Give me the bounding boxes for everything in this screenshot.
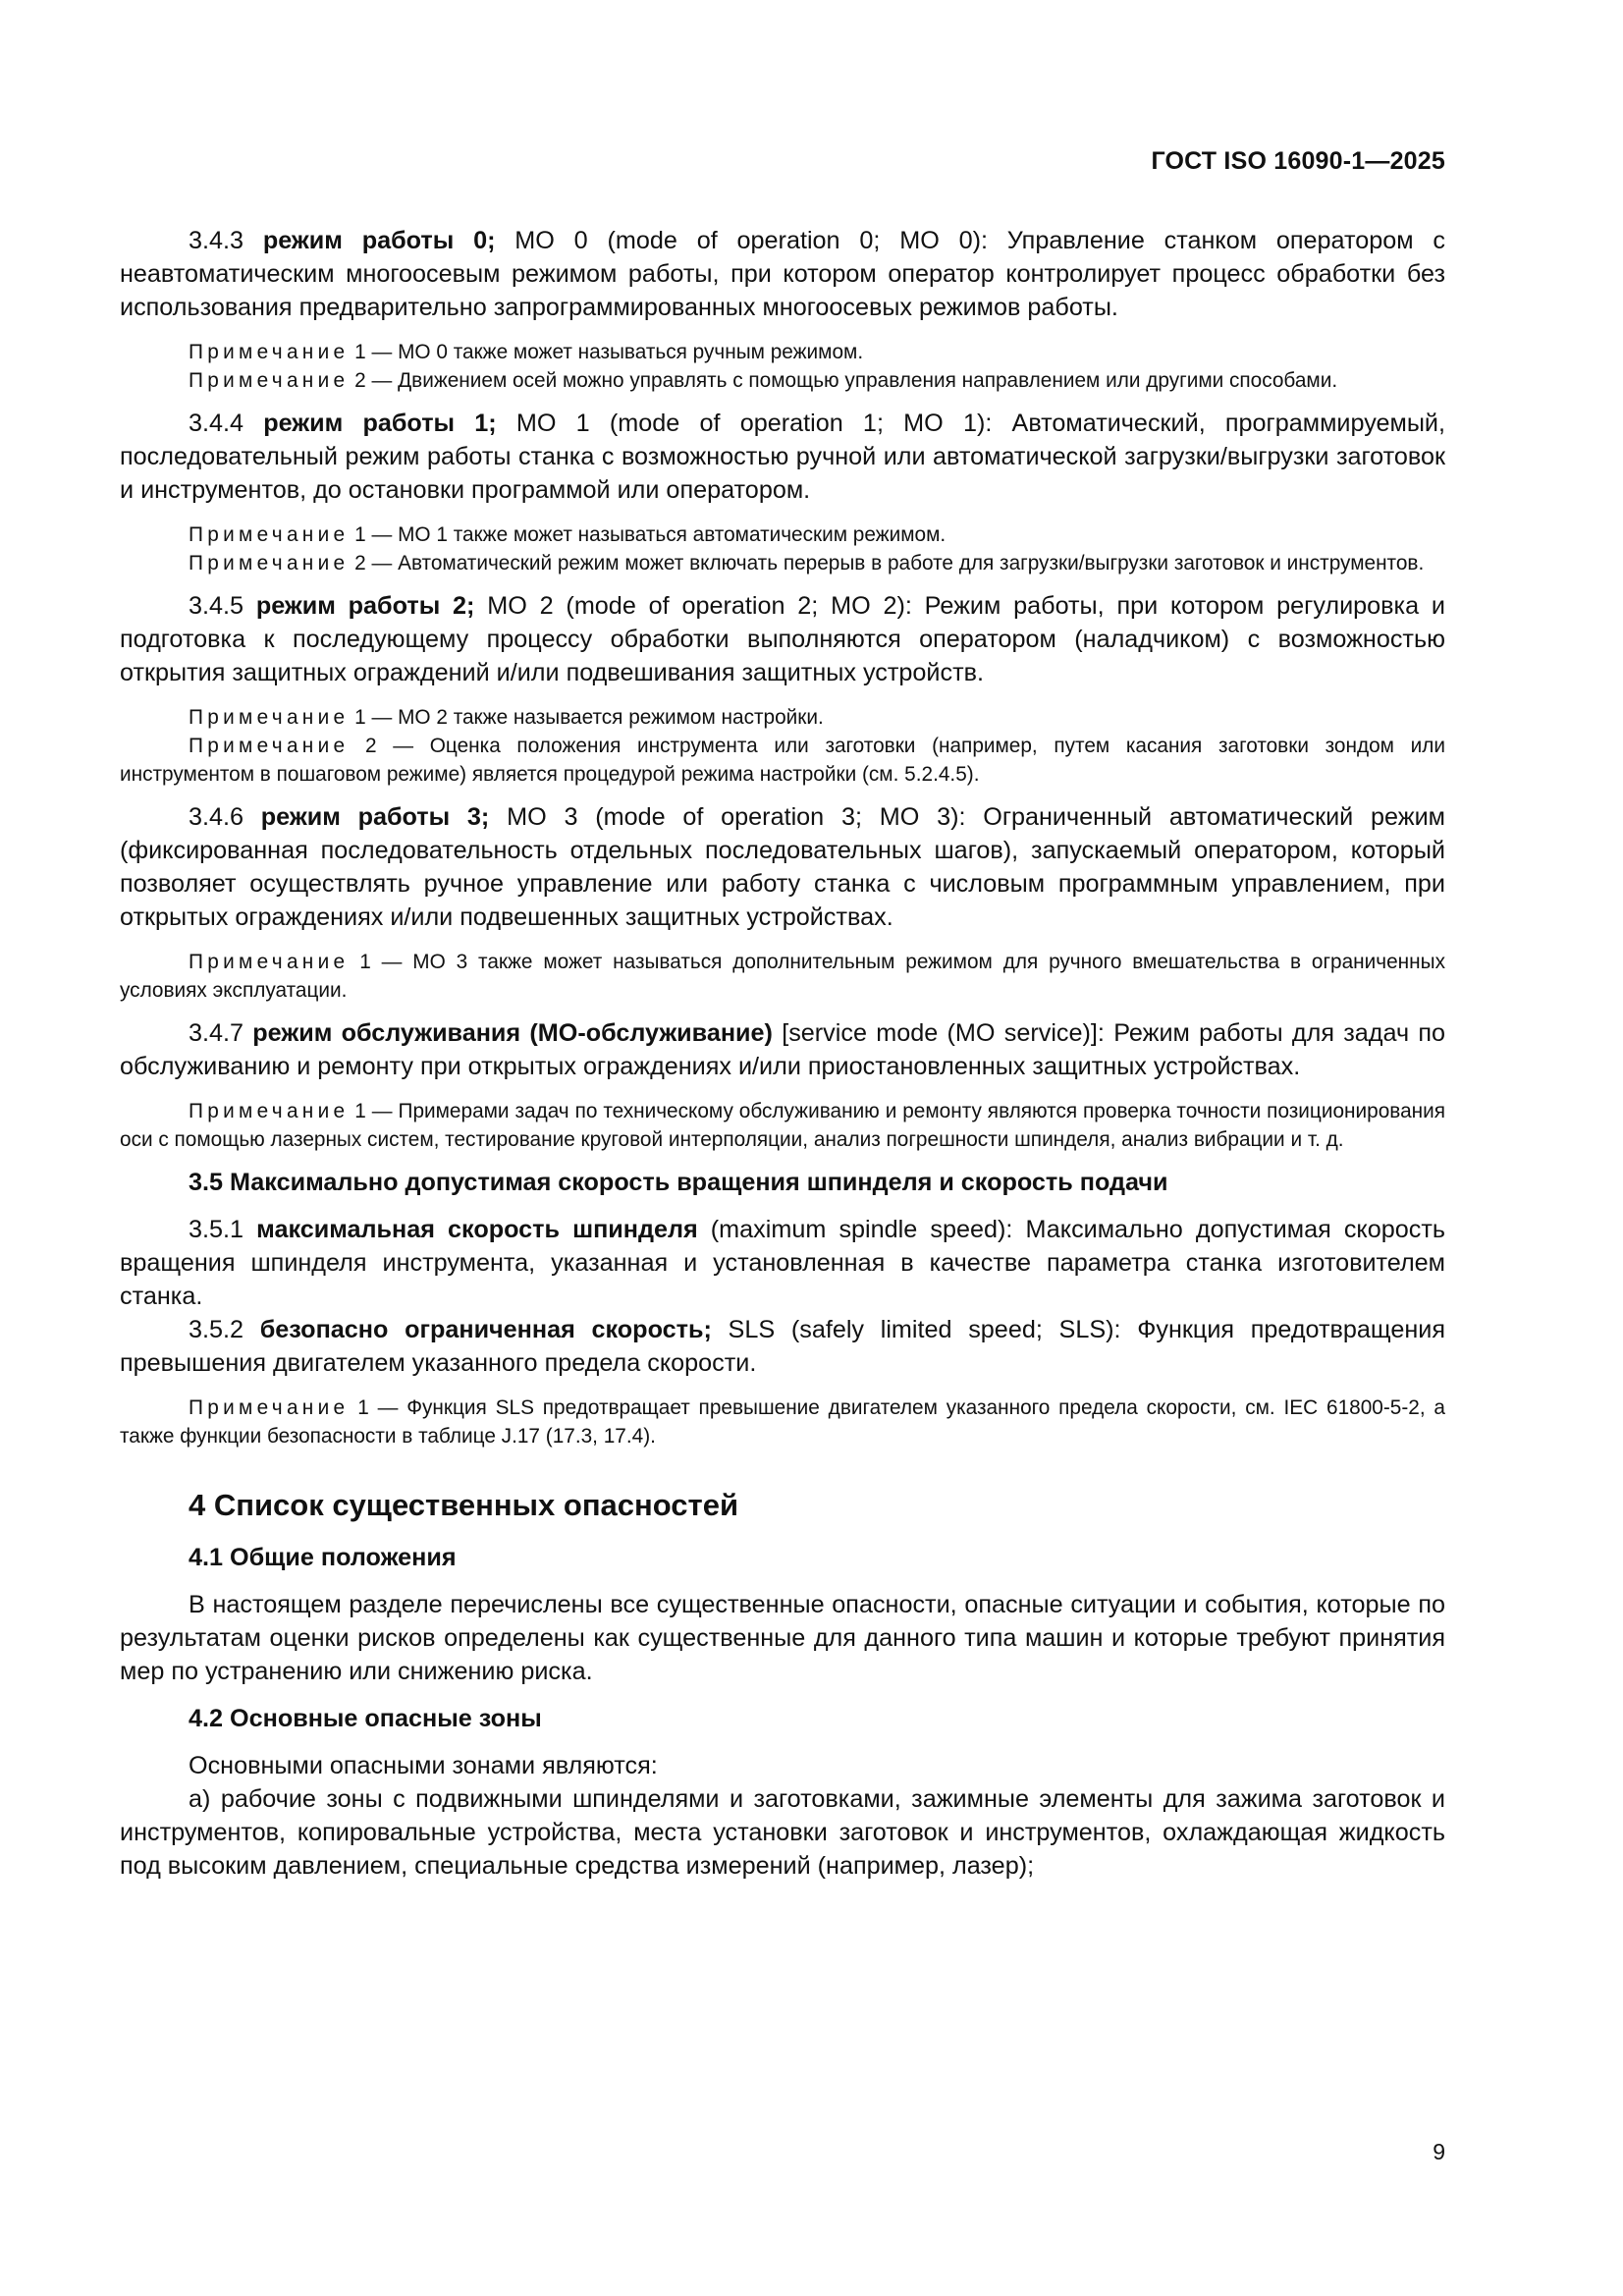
- term: режим работы 1;: [263, 410, 497, 437]
- note: Примечание 1 — МО 1 также может называться автоматическим режимом.: [189, 523, 947, 546]
- section-4-2-intro: Основными опасными зонами являются:: [189, 1752, 658, 1779]
- term: безопасно ограниченная скорость;: [259, 1316, 712, 1343]
- clause-number: 3.4.6: [189, 803, 261, 831]
- notes-3-4-6: [120, 948, 1445, 1005]
- definition-text: МО 1 (mode of operation 1; MO 1): Автоматический, программируемый, последовательный режим работы станка с возможностью ручной или автоматической загрузки/выгрузки заготовок и инструментов, до остановки программой или оператором.: [120, 410, 1445, 504]
- clause-number: 3.4.7: [189, 1019, 253, 1047]
- clause-number: 3.5.1: [189, 1216, 257, 1243]
- note: Примечание 1 — МО 0 также может называться ручным режимом.: [189, 341, 864, 363]
- clause-3-4-7: [120, 1016, 1445, 1083]
- page-number: 9: [1433, 2139, 1445, 2164]
- clause-3-4-6: [120, 800, 1445, 934]
- term: режим работы 2;: [255, 592, 475, 620]
- clause-number: 3.4.4: [189, 410, 264, 437]
- section-heading-4-2: 4.2 Основные опасные зоны: [189, 1705, 542, 1732]
- clause-3-5-1: [120, 1213, 1445, 1313]
- clause-3-4-4: [120, 407, 1445, 507]
- notes-3-4-5: [120, 703, 1445, 789]
- definition-text: МО 0 (mode of operation 0; MO 0): Управление станком оператором с неавтоматическим многоосевым режимом работы, при котором оператор контролирует процесс обработки без использования предварительно запрограммированных многоосевых режимов работы.: [120, 227, 1445, 321]
- note: Примечание 1 — Функция SLS предотвращает превышение двигателем указанного предела скорости, см. IEC 61800-5-2, а также функции безопасности в таблице J.17 (17.3, 17.4).: [120, 1396, 1445, 1448]
- notes-3-5-2: [120, 1394, 1445, 1450]
- notes-3-4-7: [120, 1097, 1445, 1154]
- section-4-1-text: В настоящем разделе перечислены все существенные опасности, опасные ситуации и события, которые по результатам оценки рисков определены как существенные для данного типа машин и которые требуют принятия мер по устранению или снижению риска.: [120, 1591, 1445, 1685]
- note: Примечание 2 — Оценка положения инструмента или заготовки (например, путем касания заготовки зондом или инструментом в пошаговом режиме) является процедурой режима настройки (см. 5.2.4.5).: [120, 735, 1445, 786]
- section-heading-3-5: 3.5 Максимально допустимая скорость вращения шпинделя и скорость подачи: [189, 1169, 1168, 1196]
- chapter-heading-4: 4 Список существенных опасностей: [189, 1488, 738, 1522]
- definition-text: МО 3 (mode of operation 3; MO 3): Ограниченный автоматический режим (фиксированная последовательность отдельных последовательных шагов), запускаемый оператором, который позволяет осуществлять ручное управление или работу станка с числовым программным управлением, при открытых ограждениях и/или подвешенных защитных устройствах.: [120, 803, 1445, 931]
- list-item-a: а) рабочие зоны с подвижными шпинделями и заготовками, зажимные элементы для зажима заготовок и инструментов, копировальные устройства, места установки заготовок и инструментов, охлаждающая жидкость под высоким давлением, специальные средства измерений (например, лазер);: [120, 1785, 1445, 1880]
- document-page: [120, 0, 1445, 2296]
- clause-3-5-2: [120, 1313, 1445, 1380]
- definition-text: SLS (safely limited speed; SLS): Функция предотвращения превышения двигателем указанного предела скорости.: [120, 1316, 1445, 1377]
- note: Примечание 2 — Движением осей можно управлять с помощью управления направлением или другими способами.: [189, 369, 1338, 392]
- document-code: ГОСТ ISO 16090-1—2025: [1151, 147, 1445, 175]
- document-body: [120, 224, 1445, 1896]
- definition-text: [service mode (MO service)]: Режим работы для задач по обслуживанию и ремонту при открытых ограждениях и/или приостановленных защитных устройствах.: [120, 1019, 1445, 1080]
- term: режим работы 0;: [262, 227, 496, 254]
- note: Примечание 2 — Автоматический режим может включать перерыв в работе для загрузки/выгрузки заготовок и инструментов.: [189, 552, 1425, 574]
- notes-3-4-4: [120, 520, 1445, 577]
- note: Примечание 1 — МО 3 также может называться дополнительным режимом для ручного вмешательства в ограниченных условиях эксплуатации.: [120, 951, 1445, 1002]
- notes-3-4-3: [120, 338, 1445, 395]
- term: режим обслуживания (МО-обслуживание): [252, 1019, 773, 1047]
- note: Примечание 1 — Примерами задач по техническому обслуживанию и ремонту являются проверка точности позиционирования оси с помощью лазерных систем, тестирование круговой интерполяции, анализ погрешности шпинделя, анализ вибрации и т. д.: [120, 1100, 1445, 1151]
- clause-3-4-3: [120, 224, 1445, 324]
- clause-number: 3.5.2: [189, 1316, 260, 1343]
- definition-text: (maximum spindle speed): Максимально допустимая скорость вращения шпинделя инструмента, указанная и установленная в качестве параметра станка изготовителем станка.: [120, 1216, 1445, 1310]
- clause-number: 3.4.5: [189, 592, 256, 620]
- term: режим работы 3;: [260, 803, 490, 831]
- definition-text: МО 2 (mode of operation 2; MO 2): Режим работы, при котором регулировка и подготовка к последующему процессу обработки выполняются оператором (наладчиком) с возможностью открытия защитных ограждений и/или подвешивания защитных устройств.: [120, 592, 1446, 686]
- note: Примечание 1 — МО 2 также называется режимом настройки.: [189, 706, 824, 729]
- clause-3-4-5: [120, 589, 1445, 689]
- clause-number: 3.4.3: [189, 227, 263, 254]
- section-heading-4-1: 4.1 Общие положения: [189, 1544, 457, 1571]
- term: максимальная скорость шпинделя: [256, 1216, 698, 1243]
